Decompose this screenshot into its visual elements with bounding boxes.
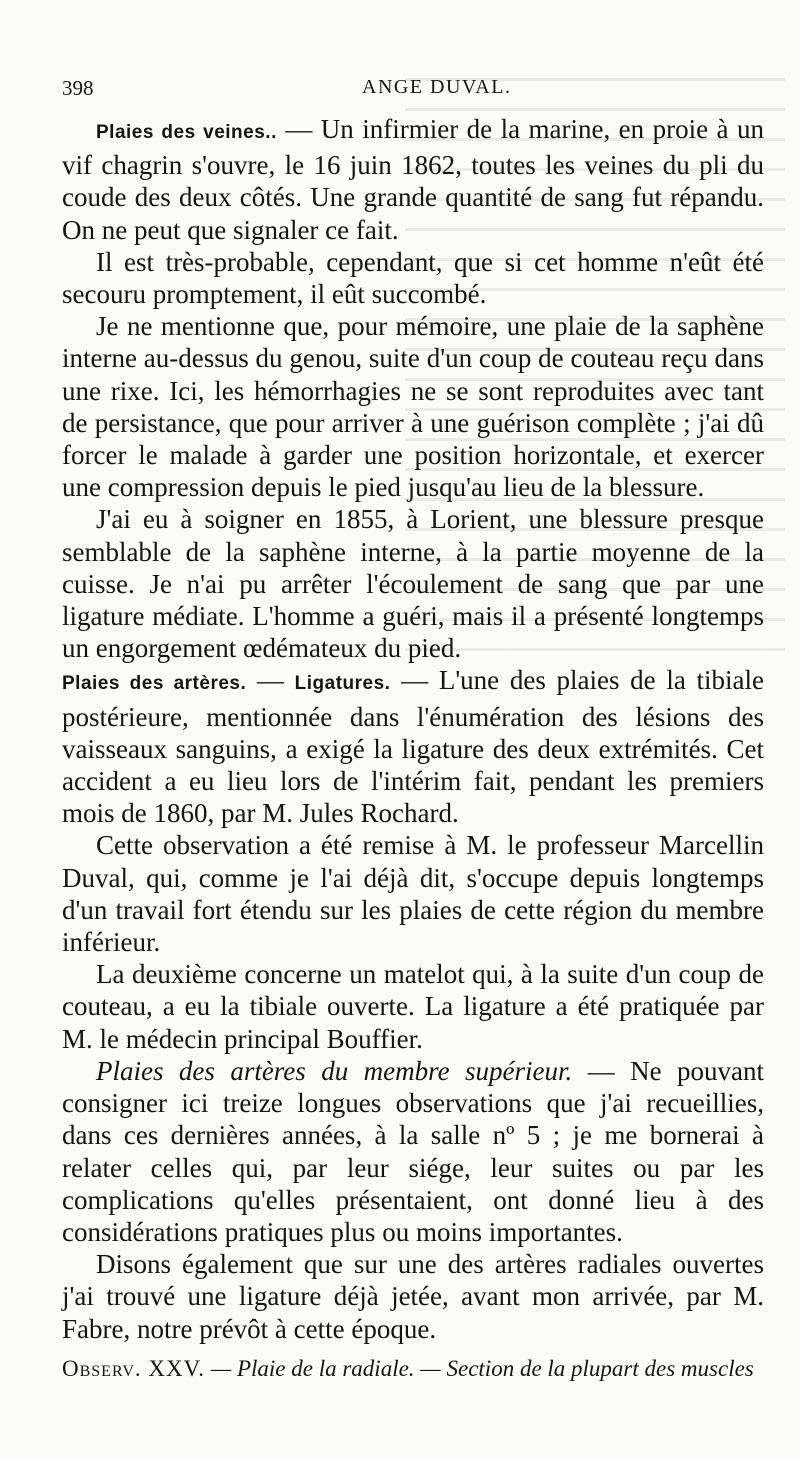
page-number: 398 (62, 76, 94, 100)
heading-separator: — (246, 665, 295, 696)
section-heading-ligatures: Ligatures. (294, 673, 391, 695)
observation-heading (62, 1356, 764, 1382)
observation-title: — Plaie de la radiale. — Section de la plupart des muscles (205, 1356, 754, 1381)
paragraph: Cette observation a été remise à M. le professeur Marcellin Duval, qui, comme je l'ai déjà dit, s'occupe depuis longtemps d'un travail fort étendu sur les plaies de cette région du membre inférieur. (62, 830, 764, 958)
section-heading-arteres: Plaies des artères. (62, 673, 247, 695)
paragraph-veines (62, 113, 764, 246)
paragraph: J'ai eu à soigner en 1855, à Lorient, une blessure presque semblable de la saphène interne, à la partie moyenne de la cuisse. Je n'ai pu arrêter l'écoulement de sang que par une ligature médiate. L'homme a guéri, mais il a présenté longtemps un engorgement œdémateux du pied. (62, 504, 764, 664)
paragraph: Il est très-probable, cependant, que si cet homme n'eût été secouru promptement, il eût succombé. (62, 246, 764, 310)
paragraph: La deuxième concerne un matelot qui, à la suite d'un coup de couteau, a eu la tibiale ouverte. La ligature a été pratiquée par M. le médecin principal Bouffier. (62, 959, 764, 1054)
page-header (62, 76, 762, 102)
paragraph: Je ne mentionne que, pour mémoire, une plaie de la saphène interne au-dessus du genou, suite d'un coup de couteau reçu dans une rixe. Ici, les hémorrhagies ne se sont reproduites avec tant de persistance, que pour arriver à une guérison complète ; j'ai dû forcer le malade à garder une position horizontale, et exercer une compression depuis le pied jusqu'au lieu de la blessure. (62, 311, 764, 503)
paragraph-arteres (62, 664, 764, 829)
italic-heading-membre-superieur: Plaies des artères du membre supérieur. (96, 1055, 573, 1086)
observation-label: Observ. XXV. (62, 1356, 206, 1381)
paragraph-text: — L'une des plaies de la tibiale postérieure, mentionnée dans l'énumération des lésions des vaisseaux sanguins, a exigé la ligature des deux extrémités. Cet accident a eu lieu lors de l'intérim fait, pendant les premiers mois de 1860, par M. Jules Rochard. (62, 665, 764, 829)
section-heading-veines: Plaies des veines.. (96, 122, 277, 143)
paragraph: Disons également que sur une des artères radiales ouvertes j'ai trouvé une ligature déjà jetée, avant mon arrivée, par M. Fabre, notre prévôt à cette époque. (62, 1249, 764, 1344)
body-text (62, 113, 764, 1345)
running-head: ANGE DUVAL. (362, 76, 512, 98)
paragraph-text: — Un infirmier de la marine, en proie à un vif chagrin s'ouvre, le 16 juin 1862, toutes les veines du pli du coude des deux côtés. Une grande quantité de sang fut répandu. On ne peut que signaler ce fait. (62, 114, 764, 245)
paragraph-membre-superieur (62, 1055, 764, 1248)
paragraph-text: — Ne pouvant consigner ici treize longues observations que j'ai recueillies, dans ces dernières années, à la salle nº 5 ; je me bornerai à relater celles qui, par leur siége, leur suites ou par les complications qu'elles présentaient, ont donné lieu à des considérations pratiques plus ou moins importantes. (62, 1055, 765, 1247)
